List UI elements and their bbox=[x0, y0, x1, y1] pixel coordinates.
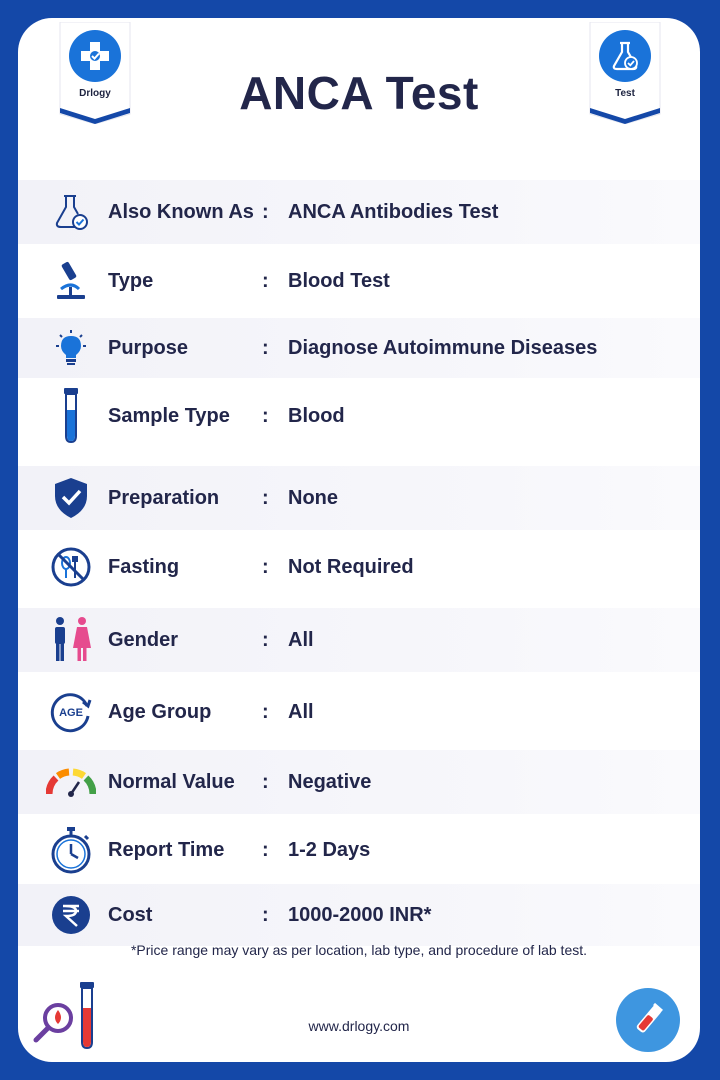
row-fasting bbox=[18, 536, 700, 598]
price-note: *Price range may vary as per location, lab type, and procedure of lab test. bbox=[130, 942, 588, 958]
info-card bbox=[18, 18, 700, 1062]
lightbulb-icon bbox=[46, 323, 96, 373]
row-colon: : bbox=[262, 770, 269, 793]
row-value: All bbox=[288, 628, 314, 651]
row-label: Type bbox=[108, 269, 154, 292]
row-value: 1000-2000 INR* bbox=[288, 903, 432, 926]
row-label: Sample Type bbox=[108, 404, 230, 427]
row-label: Preparation bbox=[108, 486, 220, 509]
row-sample-type bbox=[18, 384, 700, 448]
row-purpose bbox=[18, 318, 700, 378]
row-colon: : bbox=[262, 269, 269, 292]
row-colon: : bbox=[262, 838, 269, 861]
row-colon: : bbox=[262, 336, 269, 359]
page-title: ANCA Test bbox=[239, 67, 479, 119]
svg-text:AGE: AGE bbox=[59, 707, 83, 719]
row-label: Also Known As bbox=[108, 200, 254, 223]
row-colon: : bbox=[262, 700, 269, 723]
row-label: Cost bbox=[108, 903, 153, 926]
microscope-icon bbox=[46, 256, 96, 306]
gender-icon bbox=[46, 615, 96, 665]
row-value: ANCA Antibodies Test bbox=[288, 200, 499, 223]
stopwatch-icon bbox=[46, 825, 96, 875]
row-value: Negative bbox=[288, 770, 372, 793]
drlogy-badge bbox=[58, 22, 132, 124]
row-colon: : bbox=[262, 200, 269, 223]
row-label: Normal Value bbox=[108, 770, 235, 793]
magnifier-blood-icon bbox=[28, 982, 108, 1052]
gauge-icon bbox=[46, 757, 96, 807]
row-normal-value bbox=[18, 750, 700, 814]
no-food-icon bbox=[46, 542, 96, 592]
row-label: Gender bbox=[108, 628, 179, 651]
row-label: Report Time bbox=[108, 838, 225, 861]
row-value: 1-2 Days bbox=[288, 838, 371, 861]
row-type bbox=[18, 250, 700, 312]
row-colon: : bbox=[262, 486, 269, 509]
shield-check-icon bbox=[46, 473, 96, 523]
row-colon: : bbox=[262, 555, 269, 578]
test-tube-icon bbox=[46, 391, 96, 441]
medical-cross-icon bbox=[69, 30, 121, 82]
rupee-icon bbox=[46, 890, 96, 940]
age-icon bbox=[46, 687, 96, 737]
row-value: Diagnose Autoimmune Diseases bbox=[288, 336, 598, 359]
row-label: Age Group bbox=[108, 700, 212, 723]
syringe-tube-icon bbox=[616, 988, 680, 1052]
row-colon: : bbox=[262, 404, 269, 427]
website-link[interactable]: www.drlogy.com bbox=[308, 1018, 410, 1034]
row-age-group bbox=[18, 680, 700, 744]
drlogy-label: Drlogy bbox=[79, 88, 111, 99]
test-badge bbox=[588, 22, 662, 124]
row-value: None bbox=[288, 486, 338, 509]
test-label: Test bbox=[615, 88, 635, 99]
row-also-known-as bbox=[18, 180, 700, 244]
row-value: Blood Test bbox=[288, 269, 390, 292]
row-preparation bbox=[18, 466, 700, 530]
flask-check-icon bbox=[46, 187, 96, 237]
row-colon: : bbox=[262, 903, 269, 926]
flask-check-icon bbox=[599, 30, 651, 82]
row-gender bbox=[18, 608, 700, 672]
row-label: Purpose bbox=[108, 336, 189, 359]
row-value: All bbox=[288, 700, 314, 723]
row-cost bbox=[18, 884, 700, 946]
row-value: Not Required bbox=[288, 555, 414, 578]
row-report-time bbox=[18, 820, 700, 880]
row-label: Fasting bbox=[108, 555, 180, 578]
row-colon: : bbox=[262, 628, 269, 651]
row-value: Blood bbox=[288, 404, 345, 427]
